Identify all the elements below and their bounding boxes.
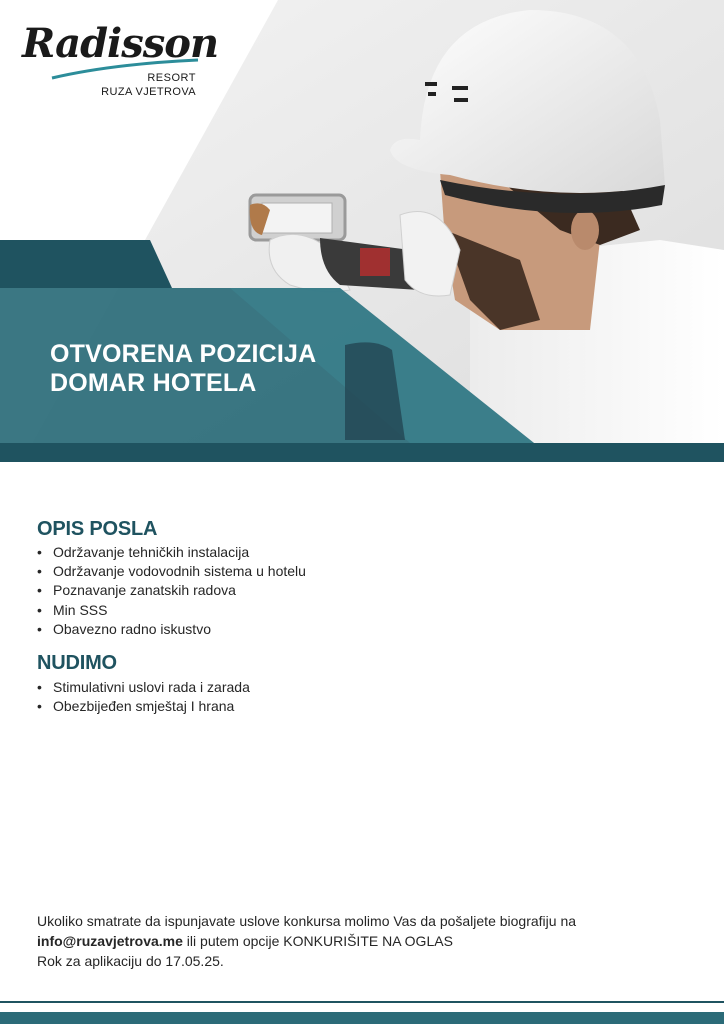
section-heading-nudimo: NUDIMO [37,652,117,674]
bullet-icon: • [37,601,42,618]
list-item: • Stimulativni uslovi rada i zarada [37,678,250,697]
job-description-list [37,543,306,639]
application-instructions [37,911,697,971]
bullet-icon: • [37,582,42,599]
instructions-line-2-rest: ili putem opcije KONKURIŠITE NA OGLAS [182,933,453,949]
footer-divider [0,1001,724,1003]
list-item: • Min SSS [37,601,306,620]
bullet-icon: • [37,698,42,715]
brand-line1: RESORT [147,72,196,84]
section-heading-opis: OPIS POSLA [37,518,158,540]
title-line-1: OTVORENA POZICIJA [50,340,317,368]
bullet-icon: • [37,544,42,560]
brand-script-name: Radisson [22,20,219,67]
deadline-text: Rok za aplikaciju do 17.05.25. [37,953,224,969]
instructions-line-1: Ukoliko smatrate da ispunjavate uslove konkursa molimo Vas da pošaljete biografiju na [37,913,577,929]
bullet-icon: • [37,620,42,637]
hero-banner [0,0,724,462]
footer-bar [0,1012,724,1024]
list-item: • Obezbijeđen smještaj I hrana [37,697,250,716]
brand-line2: RUZA VJETROVA [101,86,196,98]
title-line-2: DOMAR HOTELA [50,369,257,397]
bullet-icon: • [37,563,42,580]
list-item: • Održavanje tehničkih instalacija [37,543,306,562]
brand-logo [22,20,219,100]
instructions-line-2 [37,931,697,951]
list-item: • Obavezno radno iskustvo [37,620,306,639]
offer-list [37,678,250,716]
contact-email-link[interactable]: info@ruzavjetrova.me [37,933,183,949]
list-item: • Održavanje vodovodnih sistema u hotelu [37,562,306,581]
list-item: • Poznavanje zanatskih radova [37,581,306,600]
bullet-icon: • [37,679,42,695]
page-title [50,340,316,398]
